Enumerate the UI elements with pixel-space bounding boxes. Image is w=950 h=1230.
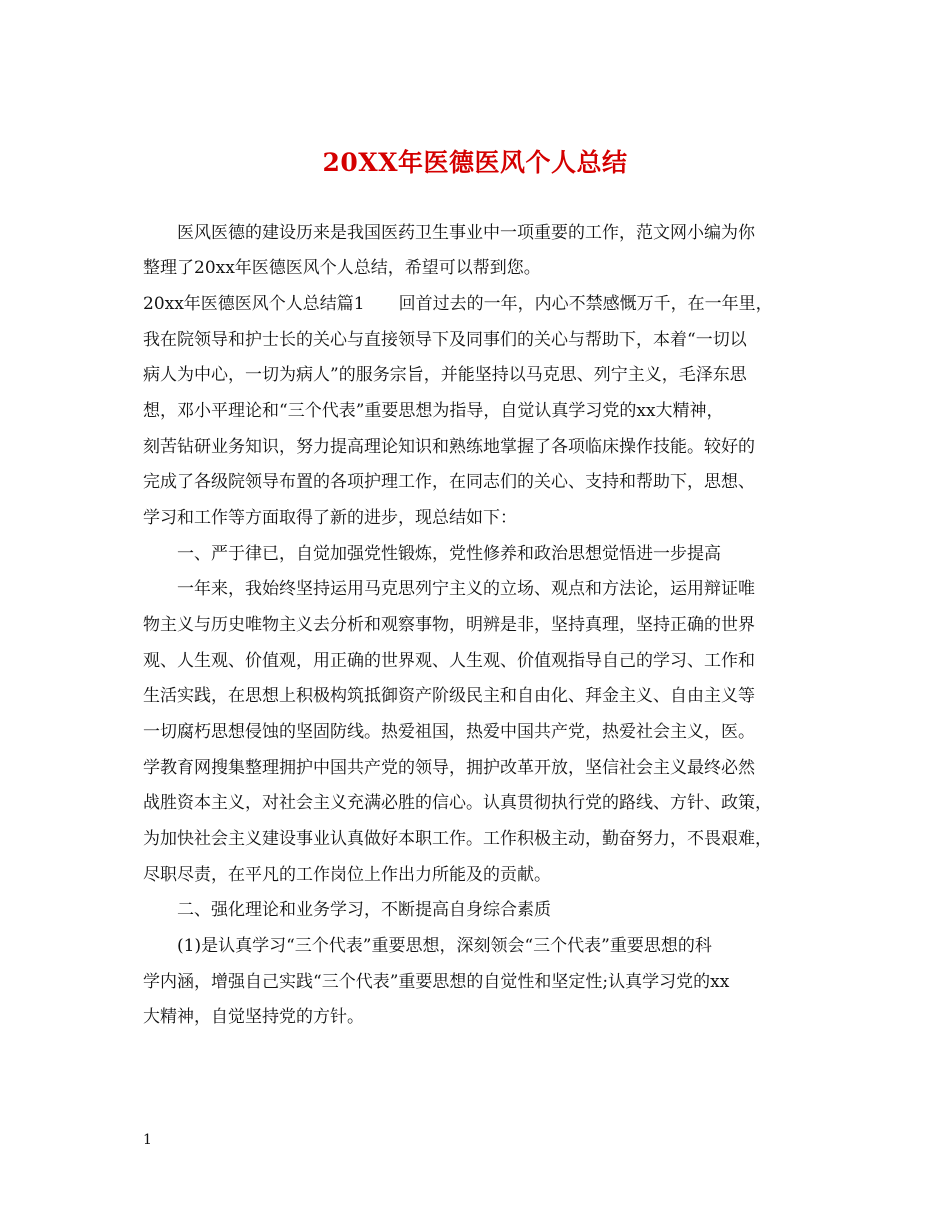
paragraph-line: 学习和工作等方面取得了新的进步，现总结如下：: [143, 508, 517, 528]
paragraph-line: 刻苦钻研业务知识，努力提高理论知识和熟练地掌握了各项临床操作技能。较好的: [143, 437, 755, 457]
paragraph-line: 一年来，我始终坚持运用马克思列宁主义的立场、观点和方法论，运用辩证唯: [177, 579, 755, 599]
paragraph-line: 整理了20xx年医德医风个人总结，希望可以帮到您。: [143, 258, 541, 278]
paragraph-line: 物主义与历史唯物主义去分析和观察事物，明辨是非，坚持真理，坚持正确的世界: [143, 615, 755, 635]
paragraph-line: 生活实践，在思想上积极构筑抵御资产阶级民主和自由化、拜金主义、自由主义等: [143, 686, 755, 706]
section-heading: 一、严于律已，自觉加强党性锻炼，党性修养和政治思想觉悟进一步提高: [177, 544, 721, 564]
paragraph-line: 一切腐朽思想侵蚀的坚固防线。热爱祖国，热爱中国共产党，热爱社会主义，医。: [143, 722, 755, 742]
paragraph-line: 学内涵，增强自己实践“三个代表”重要思想的自觉性和坚定性;认真学习党的xx: [143, 972, 730, 992]
section-heading: 二、强化理论和业务学习，不断提高自身综合素质: [177, 900, 551, 920]
paragraph-line: 病人为中心，一切为病人”的服务宗旨，并能坚持以马克思、列宁主义，毛泽东思: [143, 365, 747, 385]
paragraph-line: 我在院领导和护士长的关心与直接领导下及同事们的关心与帮助下，本着“一切以: [143, 330, 747, 350]
paragraph-line: 大精神，自觉坚持党的方针。: [143, 1007, 364, 1027]
paragraph-line: 想，邓小平理论和“三个代表”重要思想为指导，自觉认真学习党的xx大精神，: [143, 401, 724, 421]
paragraph-line: 为加快社会主义建设事业认真做好本职工作。工作积极主动，勤奋努力，不畏艰难，: [143, 829, 772, 849]
page-number: 1: [143, 1132, 152, 1148]
paragraph-line: 战胜资本主义，对社会主义充满必胜的信心。认真贯彻执行党的路线、方针、政策，: [143, 793, 772, 813]
paragraph-line: 20xx年医德医风个人总结篇1 回首过去的一年，内心不禁感慨万千，在一年里，: [143, 294, 773, 314]
paragraph-line: 医风医德的建设历来是我国医药卫生事业中一项重要的工作，范文网小编为你: [177, 223, 755, 243]
paragraph-line: 尽职尽责，在平凡的工作岗位上作出力所能及的贡献。: [143, 865, 551, 885]
paragraph-line: (1)是认真学习“三个代表”重要思想，深刻领会“三个代表”重要思想的科: [177, 936, 712, 956]
paragraph-line: 观、人生观、价值观，用正确的世界观、人生观、价值观指导自己的学习、工作和: [143, 651, 755, 671]
paragraph-line: 学教育网搜集整理拥护中国共产党的领导，拥护改革开放，坚信社会主义最终必然: [143, 758, 755, 778]
paragraph-line: 完成了各级院领导布置的各项护理工作，在同志们的关心、支持和帮助下，思想、: [143, 472, 755, 492]
document-title: 20XX年医德医风个人总结: [322, 148, 628, 177]
